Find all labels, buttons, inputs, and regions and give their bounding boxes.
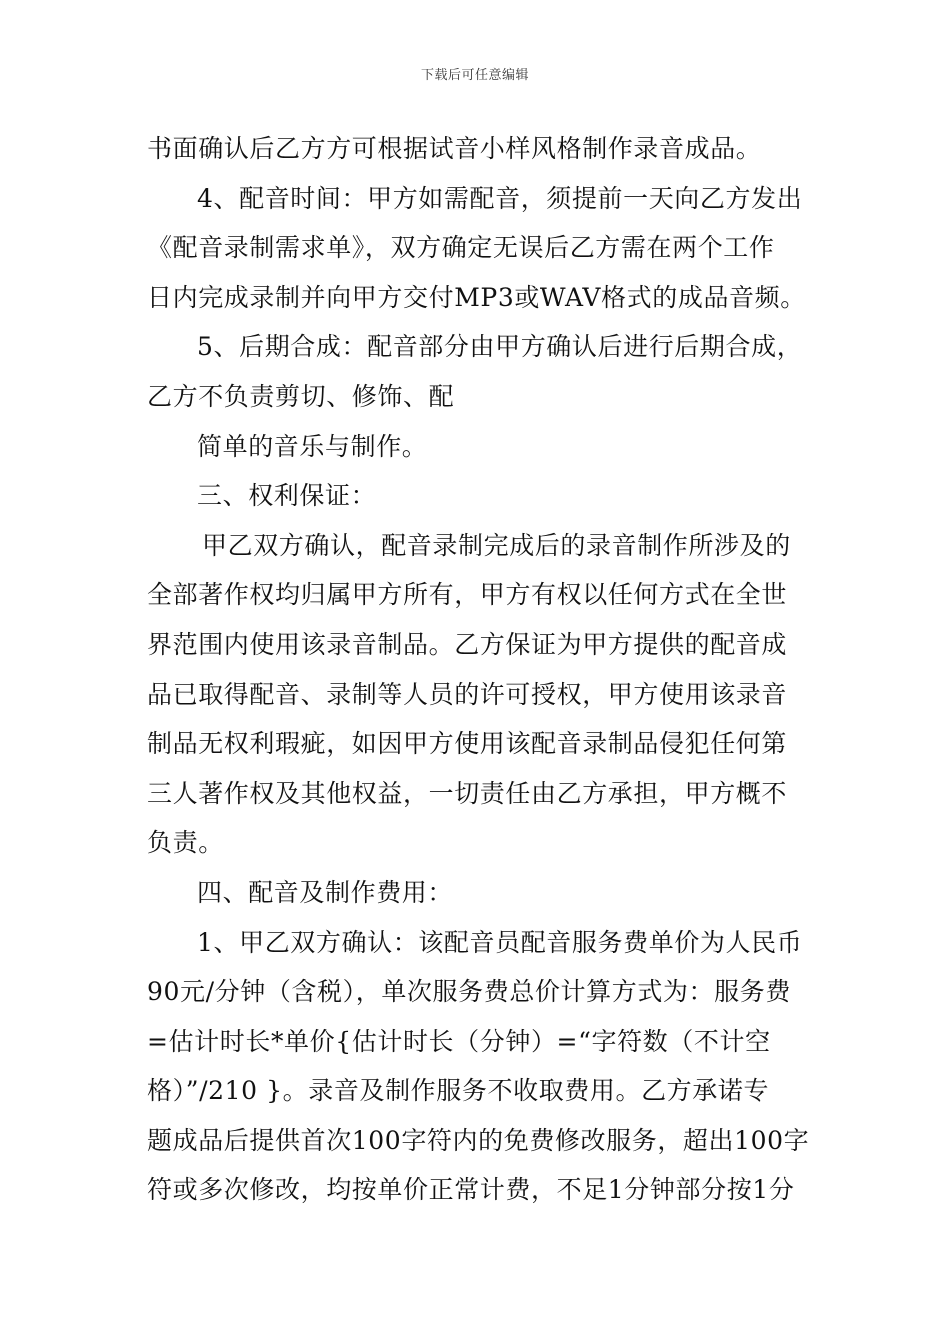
text-line: 品已取得配音、录制等人员的许可授权，甲方使用该录音 <box>147 679 788 709</box>
text-line: 界范围内使用该录音制品。乙方保证为甲方提供的配音成 <box>147 629 788 659</box>
text-line: 题成品后提供首次100字符内的免费修改服务，超出100字 <box>147 1125 810 1155</box>
text-line: 制品无权利瑕疵，如因甲方使用该配音录制品侵犯任何第 <box>147 729 788 759</box>
text-line: 4、配音时间：甲方如需配音，须提前一天向乙方发出 <box>197 183 803 213</box>
text-line: 1、甲乙双方确认：该配音员配音服务费单价为人民币 <box>197 927 803 957</box>
document-body <box>147 124 809 1215</box>
text-line: 90元/分钟（含税），单次服务费总价计算方式为：服务费 <box>147 977 791 1007</box>
text-line: 《配音录制需求单》，双方确定无误后乙方需在两个工作 <box>147 233 775 263</box>
text-line: 日内完成录制并向甲方交付MP3或WAV格式的成品音频。 <box>147 282 806 312</box>
text-line: 格）”/210 }。录音及制作服务不收取费用。乙方承诺专 <box>147 1076 770 1106</box>
text-line: 乙方不负责剪切、修饰、配 <box>147 381 455 411</box>
text-line: 符或多次修改，均按单价正常计费，不足1分钟部分按1分 <box>147 1175 795 1205</box>
text-line: =估计时长*单价{估计时长（分钟）=“字符数（不计空 <box>147 1026 771 1056</box>
text-line: 全部著作权均归属甲方所有，甲方有权以任何方式在全世 <box>147 580 788 610</box>
text-line: 简单的音乐与制作。 <box>197 431 428 461</box>
text-line: 甲乙双方确认，配音录制完成后的录音制作所涉及的 <box>202 530 791 560</box>
text-line: 负责。 <box>147 828 224 858</box>
text-line: 三人著作权及其他权益，一切责任由乙方承担，甲方概不 <box>147 778 788 808</box>
text-line: 5、后期合成：配音部分由甲方确认后进行后期合成， <box>197 332 803 362</box>
section-heading: 四、配音及制作费用： <box>197 877 454 907</box>
section-heading: 三、权利保证： <box>197 481 377 511</box>
page-header: 下载后可任意编辑 <box>420 68 529 83</box>
text-line: 书面确认后乙方方可根据试音小样风格制作录音成品。 <box>147 134 762 163</box>
